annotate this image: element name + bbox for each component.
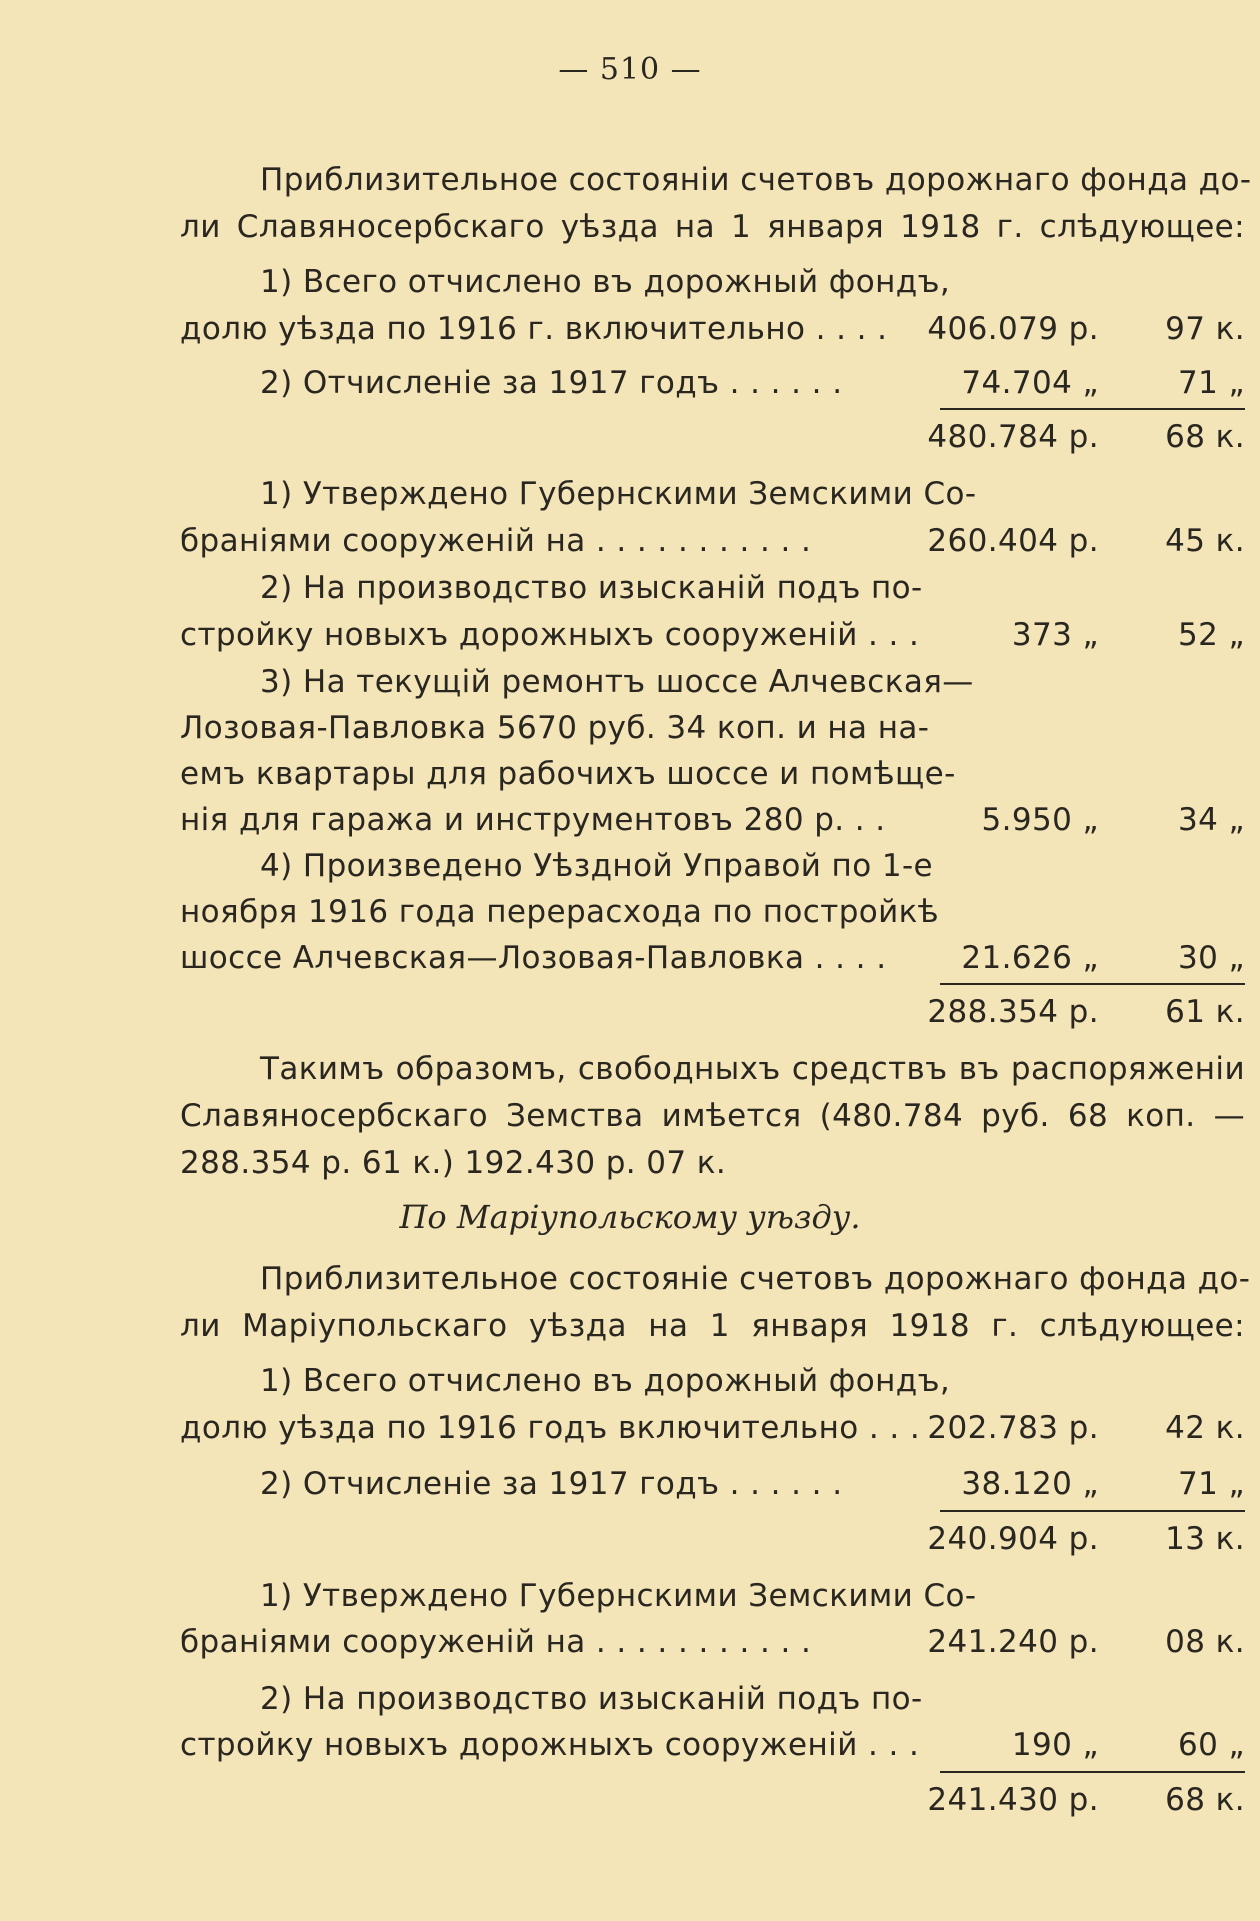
sum-rule bbox=[940, 983, 1245, 985]
total-kopecks: 68 к. bbox=[1165, 419, 1245, 455]
item-text: 2) Отчисленiе за 1917 годъ . . . . . . bbox=[260, 365, 843, 401]
amount-rubles: 190 „ bbox=[1011, 1727, 1099, 1763]
ledger-row bbox=[180, 935, 1245, 982]
amount-rubles: 74.704 „ bbox=[961, 365, 1099, 401]
amount-rubles: 202.783 р. bbox=[927, 1410, 1099, 1446]
sum-rule bbox=[940, 1510, 1245, 1512]
item-text: 1) Утверждено Губернскими Земскими Со- bbox=[260, 476, 977, 512]
total-rubles: 241.430 р. bbox=[927, 1782, 1099, 1818]
item-text: бранiями сооруженiй на . . . . . . . . . . . bbox=[180, 1624, 812, 1660]
text-line: Славяносербскаго Земства имѣется (480.784 руб. 68 коп. — bbox=[180, 1098, 1245, 1134]
ledger-row bbox=[180, 797, 1245, 844]
amount-kopecks: 71 „ bbox=[1178, 365, 1245, 401]
ledger-row bbox=[180, 1405, 1245, 1452]
text-line: ли Славяносербскаго уѣзда на 1 января 1918 г. слѣдующее: bbox=[180, 209, 1245, 245]
amount-kopecks: 42 к. bbox=[1165, 1410, 1245, 1446]
item-text: 3) На текущiй ремонтъ шоссе Алчевская— bbox=[260, 664, 974, 700]
total-kopecks: 68 к. bbox=[1165, 1782, 1245, 1818]
item-text: 2) Отчисленiе за 1917 годъ . . . . . . bbox=[260, 1466, 843, 1502]
ledger-row bbox=[180, 360, 1245, 407]
item-text: нiя для гаража и инструментовъ 280 р. . . bbox=[180, 802, 886, 838]
ledger-row bbox=[180, 1573, 1245, 1620]
item-text: 2) На производство изысканiй подъ по- bbox=[260, 1681, 923, 1717]
item-text: долю уѣзда по 1916 г. включительно . . . . bbox=[180, 311, 888, 347]
item-text: шоссе Алчевская—Лозовая-Павловка . . . . bbox=[180, 940, 887, 976]
text-line: 288.354 р. 61 к.) 192.430 р. 07 к. bbox=[180, 1145, 727, 1181]
amount-rubles: 38.120 „ bbox=[961, 1466, 1099, 1502]
item-text: ноября 1916 года перерасхода по постройкѣ bbox=[180, 894, 940, 930]
item-text: 1) Утверждено Губернскими Земскими Со- bbox=[260, 1578, 977, 1614]
total-kopecks: 61 к. bbox=[1165, 994, 1245, 1030]
ledger-row bbox=[180, 1358, 1245, 1405]
item-text: стройку новыхъ дорожныхъ сооруженiй . . . bbox=[180, 617, 920, 653]
ledger-row bbox=[180, 1676, 1245, 1723]
ledger-row bbox=[180, 1619, 1245, 1666]
section1-conclusion bbox=[180, 1046, 1245, 1187]
amount-rubles: 241.240 р. bbox=[927, 1624, 1099, 1660]
amount-kopecks: 34 „ bbox=[1178, 802, 1245, 838]
amount-rubles: 5.950 „ bbox=[981, 802, 1099, 838]
text-line: Такимъ образомъ, свободныхъ средствъ въ распоряженiи bbox=[260, 1051, 1245, 1087]
text-line: ли Марiупольскаго уѣзда на 1 января 1918 г. слѣдующее: bbox=[180, 1308, 1245, 1344]
ledger-row bbox=[180, 471, 1245, 518]
total-row bbox=[180, 414, 1245, 461]
total-row bbox=[180, 989, 1245, 1036]
ledger-row bbox=[180, 612, 1245, 659]
item-text: бранiями сооруженiй на . . . . . . . . . . . bbox=[180, 523, 812, 559]
amount-rubles: 373 „ bbox=[1011, 617, 1099, 653]
amount-rubles: 406.079 р. bbox=[927, 311, 1099, 347]
ledger-row bbox=[180, 843, 1245, 890]
item-text: стройку новыхъ дорожныхъ сооруженiй . . . bbox=[180, 1727, 920, 1763]
item-text: 4) Произведено Уѣздной Управой по 1-е bbox=[260, 848, 934, 884]
amount-kopecks: 45 к. bbox=[1165, 523, 1245, 559]
section2-heading: По Марiупольскому уѣзду. bbox=[399, 1198, 861, 1236]
item-text: 1) Всего отчислено въ дорожный фондъ, bbox=[260, 1363, 951, 1399]
ledger-row bbox=[180, 659, 1245, 706]
section2-intro bbox=[180, 1256, 1251, 1350]
ledger-row bbox=[180, 705, 1245, 752]
item-text: 1) Всего отчислено въ дорожный фондъ, bbox=[260, 264, 951, 300]
total-rubles: 480.784 р. bbox=[927, 419, 1099, 455]
amount-rubles: 21.626 „ bbox=[961, 940, 1099, 976]
amount-kopecks: 08 к. bbox=[1165, 1624, 1245, 1660]
total-rubles: 240.904 р. bbox=[927, 1521, 1099, 1557]
amount-kopecks: 97 к. bbox=[1165, 311, 1245, 347]
ledger-row bbox=[180, 751, 1245, 798]
ledger-row bbox=[180, 889, 1245, 936]
ledger-row bbox=[180, 518, 1245, 565]
ledger-row bbox=[180, 1722, 1245, 1769]
total-row bbox=[180, 1516, 1245, 1563]
ledger-row bbox=[180, 1461, 1245, 1508]
page-number: — 510 — bbox=[558, 52, 702, 87]
text-line: Приблизительное состоянiи счетовъ дорожнаго фонда до- bbox=[260, 162, 1252, 198]
amount-kopecks: 30 „ bbox=[1178, 940, 1245, 976]
amount-kopecks: 60 „ bbox=[1178, 1727, 1245, 1763]
total-row bbox=[180, 1777, 1245, 1824]
item-text: долю уѣзда по 1916 годъ включительно . . . bbox=[180, 1410, 921, 1446]
amount-kopecks: 52 „ bbox=[1178, 617, 1245, 653]
section1-intro bbox=[180, 157, 1252, 251]
ledger-row bbox=[180, 306, 1245, 353]
total-rubles: 288.354 р. bbox=[927, 994, 1099, 1030]
amount-rubles: 260.404 р. bbox=[927, 523, 1099, 559]
item-text: 2) На производство изысканiй подъ по- bbox=[260, 570, 923, 606]
sum-rule bbox=[940, 408, 1245, 410]
ledger-row bbox=[180, 259, 1245, 306]
text-line: Приблизительное состоянiе счетовъ дорожнаго фонда до- bbox=[260, 1261, 1251, 1297]
item-text: Лозовая-Павловка 5670 руб. 34 коп. и на на- bbox=[180, 710, 930, 746]
ledger-row bbox=[180, 565, 1245, 612]
amount-kopecks: 71 „ bbox=[1178, 1466, 1245, 1502]
sum-rule bbox=[940, 1771, 1245, 1773]
total-kopecks: 13 к. bbox=[1165, 1521, 1245, 1557]
item-text: емъ квартары для рабочихъ шоссе и помѣще- bbox=[180, 756, 956, 792]
